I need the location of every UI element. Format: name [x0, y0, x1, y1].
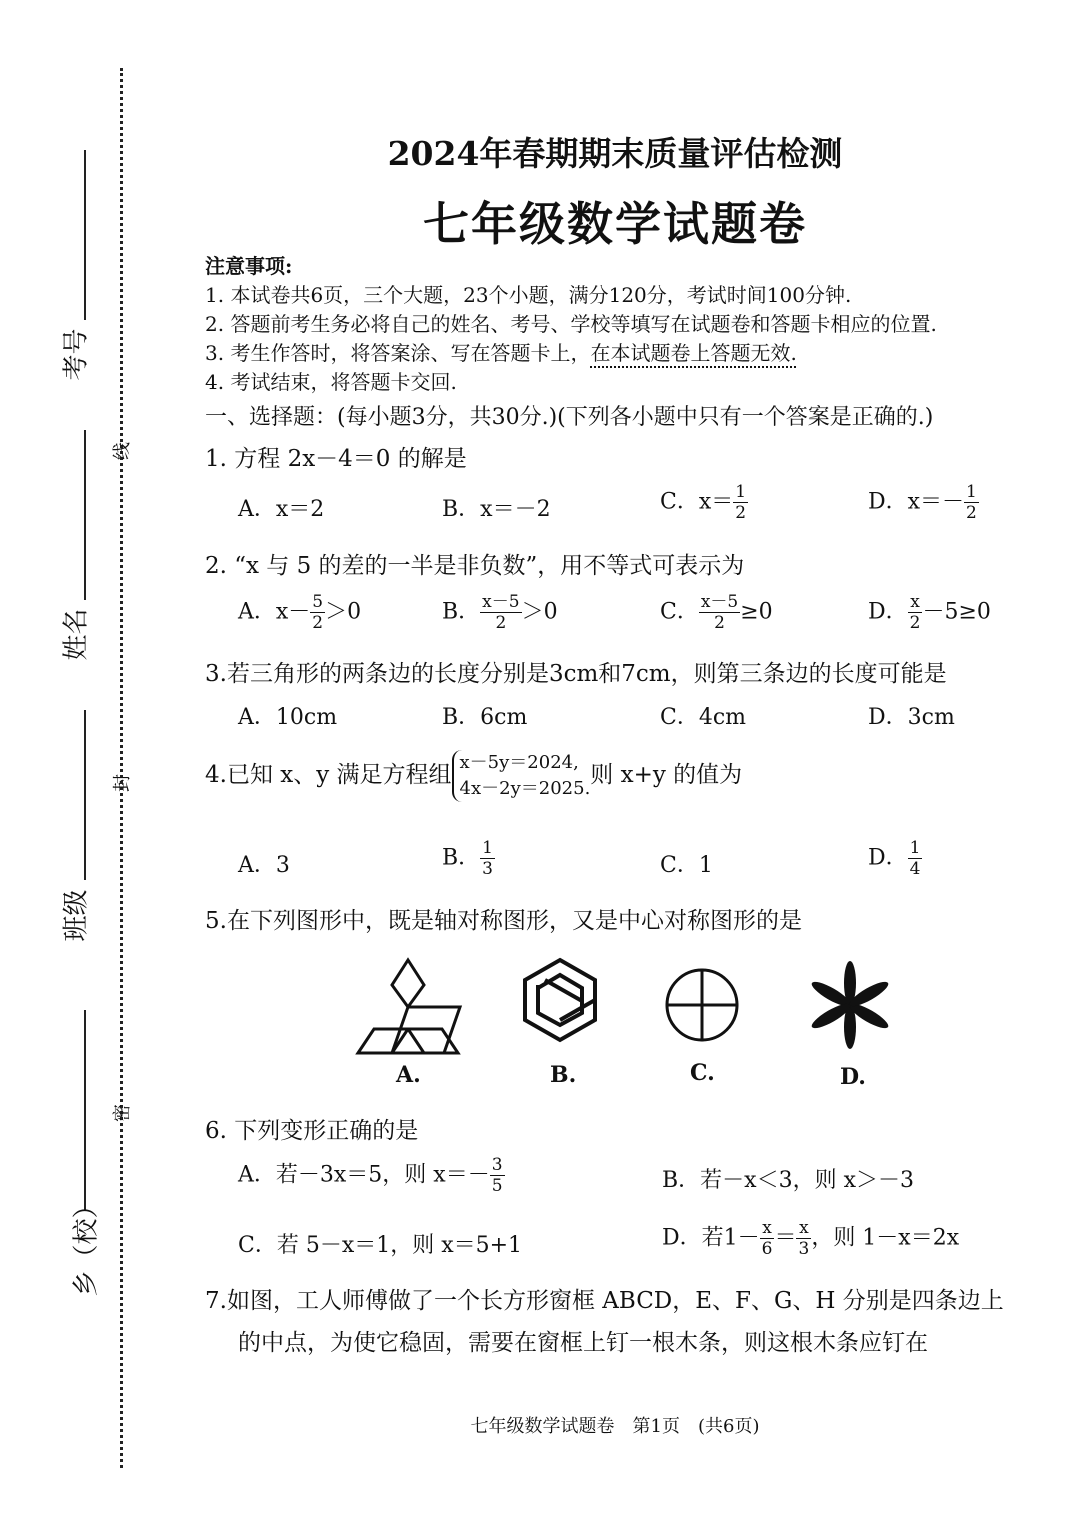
figure-c-label: C. — [690, 1060, 715, 1086]
q2-option-b: B． $\frac{x-5}{2}$ ＞0 — [442, 592, 558, 633]
question-3: 3.若三角形的两条边的长度分别是3cm和7cm，则第三条边的长度可能是 — [205, 661, 947, 687]
q1-option-b: B．x＝－2 — [442, 497, 551, 522]
xingming-line — [84, 430, 86, 600]
q6-option-b: B．若－x＜3，则 x＞－3 — [662, 1168, 914, 1193]
notes-emphasis: 在本试题卷上答题无效. — [590, 341, 797, 365]
q6-option-a: A．若－3x＝5，则 x＝－ $\frac{3}{5}$ — [238, 1155, 503, 1196]
notes-item: 4. 考试结束，将答题卡交回. — [205, 370, 457, 394]
q4-option-b: B． $\frac{1}{3}$ — [442, 838, 493, 879]
q1-option-c: C．x＝ $\frac{1}{2}$ — [660, 482, 747, 523]
q4-option-d: D． $\frac{1}{4}$ — [868, 838, 921, 879]
equation-system: x－5y＝2024, 4x－2y＝2025. — [452, 750, 591, 802]
figure-b-label: B. — [550, 1062, 577, 1088]
question-5: 5.在下列图形中，既是轴对称图形，又是中心对称图形的是 — [205, 908, 802, 934]
q3-option-d: D．3cm — [868, 705, 955, 730]
xiangxiao-line — [84, 1010, 86, 1210]
q2-option-d: D． $\frac{x}{2}$ －5≥0 — [868, 592, 991, 633]
binding-mark-feng: 封 — [112, 774, 133, 792]
q3-option-b: B．6cm — [442, 705, 528, 730]
q5-figures — [350, 955, 930, 1065]
figure-b-recycle — [525, 960, 595, 1040]
question-7-line1: 7.如图，工人师傅做了一个长方形窗框 ABCD，E、F、G、H 分别是四条边上 — [205, 1288, 1004, 1314]
question-1: 1. 方程 2x－4＝0 的解是 — [205, 446, 467, 472]
exam-subtitle: 七年级数学试题卷 — [423, 197, 807, 251]
question-2: 2. “x 与 5 的差的一半是非负数”，用不等式可表示为 — [205, 553, 745, 579]
section-heading: 一、选择题：(每小题3分，共30分.)(下列各小题中只有一个答案是正确的.) — [205, 405, 934, 430]
notes-heading: 注意事项: — [205, 254, 293, 278]
question-7-line2: 的中点，为使它稳固，需要在窗框上钉一根木条，则这根木条应钉在 — [238, 1330, 928, 1356]
label-xiangxiao: 乡（校） — [71, 1192, 102, 1297]
figure-a-rhombi — [358, 960, 460, 1053]
q2-option-c: C． $\frac{x-5}{2}$ ≥0 — [660, 592, 773, 633]
page-footer: 七年级数学试题卷 第1页 (共6页) — [470, 1416, 760, 1437]
notes-item: 2. 答题前考生务必将自己的姓名、考号、学校等填写在试题卷和答题卡相应的位置. — [205, 312, 937, 336]
q6-option-d: D．若1－ $\frac{x}{6}$ ＝ $\frac{x}{3}$ ，则 1－x＝2x — [662, 1218, 960, 1259]
q1-option-d: D．x＝－ $\frac{1}{2}$ — [868, 482, 977, 523]
question-6: 6. 下列变形正确的是 — [205, 1118, 419, 1144]
label-banji: 班级 — [61, 889, 92, 942]
q4-option-a: A．3 — [238, 853, 290, 878]
figure-c-pinwheel — [667, 970, 737, 1040]
notes-block — [205, 252, 937, 397]
notes-item: 1. 本试卷共6页，三个大题，23个小题，满分120分，考试时间100分钟. — [205, 283, 852, 307]
q3-option-c: C．4cm — [660, 705, 747, 730]
q4-option-c: C．1 — [660, 853, 713, 878]
label-xingming: 姓名 — [61, 608, 92, 661]
q3-option-a: A．10cm — [238, 705, 338, 730]
binding-dotted-line — [120, 68, 123, 1468]
figure-a-label: A. — [396, 1062, 421, 1088]
binding-mark-xian: 线 — [112, 442, 133, 460]
q6-option-c: C．若 5－x＝1，则 x＝5+1 — [238, 1233, 523, 1258]
q1-option-a: A．x＝2 — [238, 497, 325, 522]
exam-title: 2024年春期期末质量评估检测 — [387, 134, 843, 173]
figure-d-label: D. — [840, 1064, 866, 1090]
banji-line — [84, 710, 86, 880]
label-kaohao: 考号 — [61, 328, 92, 381]
figure-d-flower — [809, 961, 891, 1049]
binding-mark-mi: 密 — [112, 1104, 133, 1122]
notes-item: 3. 考生作答时，将答案涂、写在答题卡上， — [205, 341, 591, 365]
question-4: 4.已知 x、y 满足方程组 x－5y＝2024, 4x－2y＝2025. 则 x+y 的值为 — [205, 750, 742, 802]
q2-option-a: A．x－ $\frac{5}{2}$ ＞0 — [238, 592, 362, 633]
